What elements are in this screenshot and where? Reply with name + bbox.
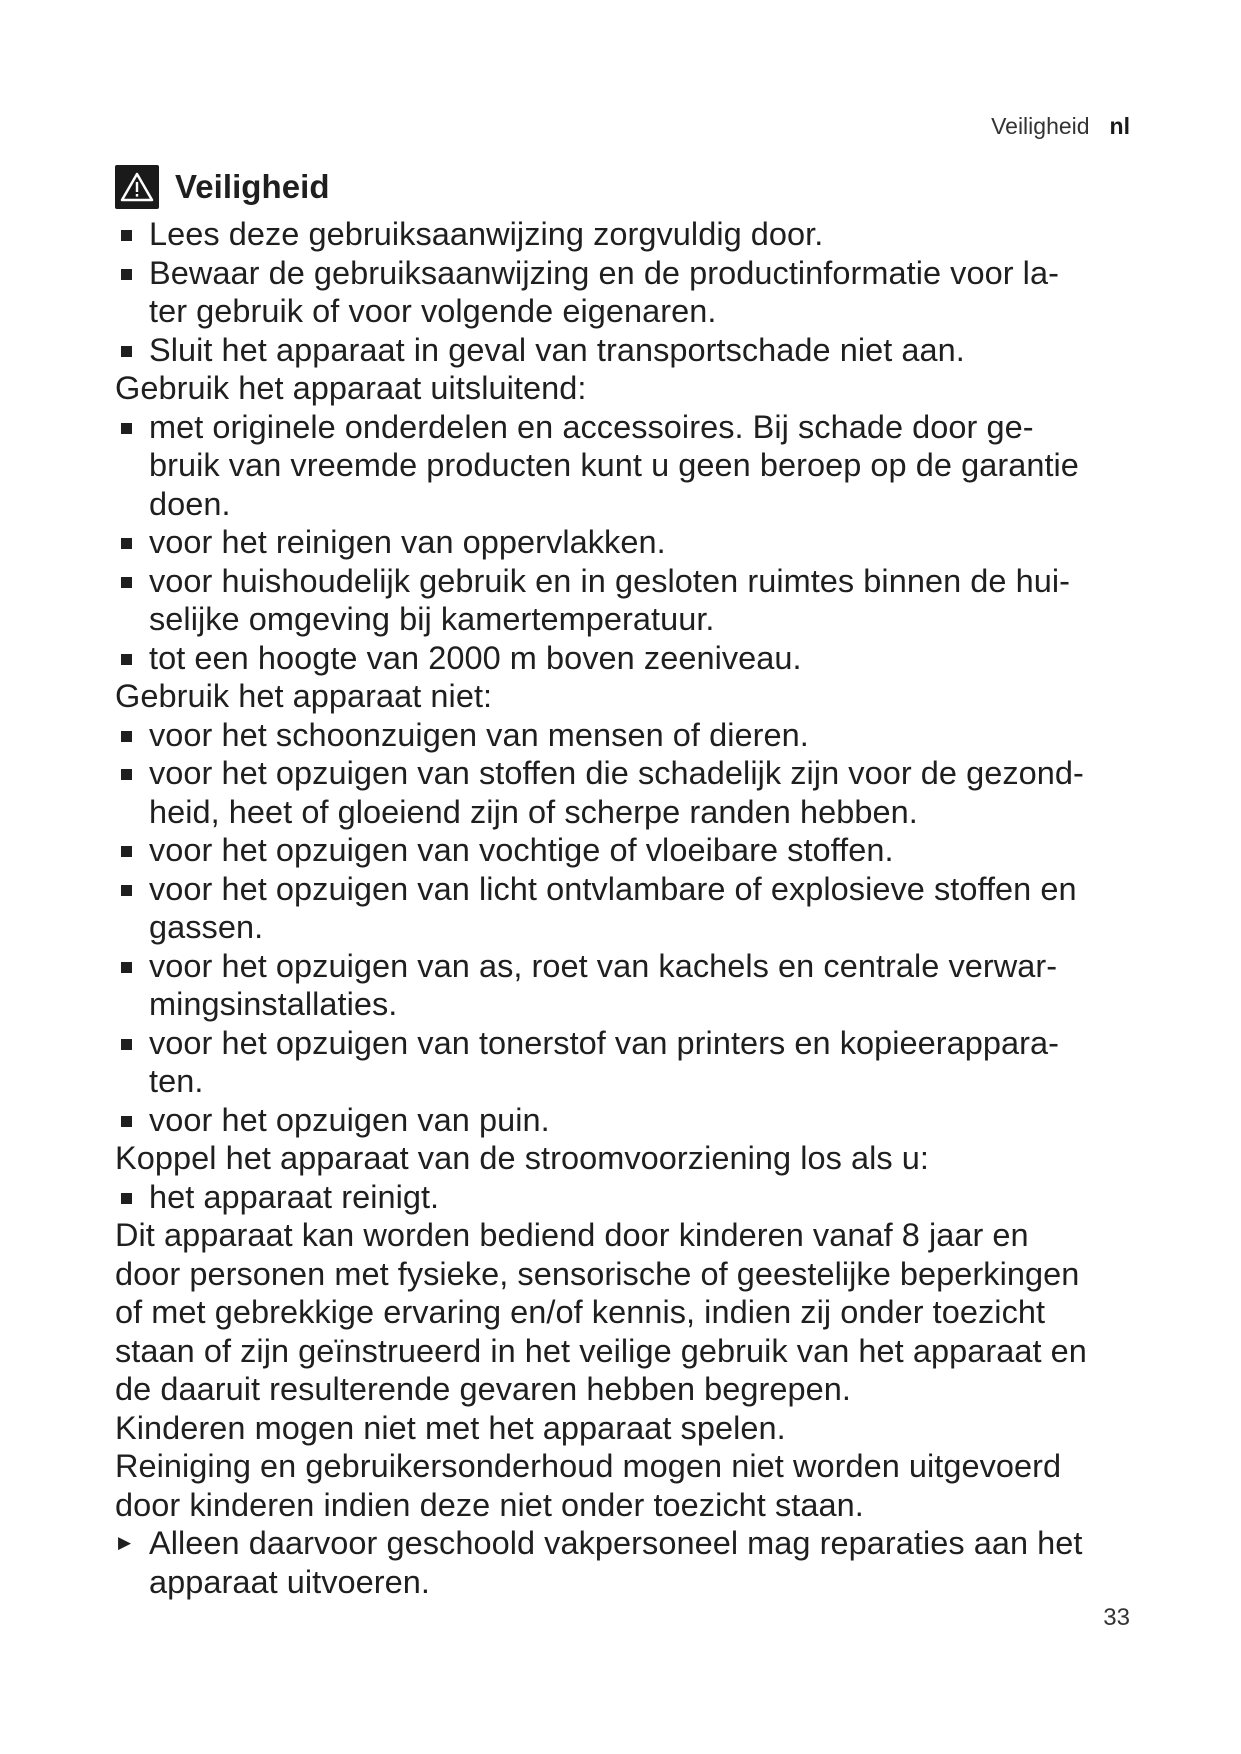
list-item-text: voor het opzuigen van tonerstof van printers en kopieerappara- ten. — [149, 1024, 1060, 1099]
list-item-text: met originele onderdelen en accessoires. Bij schade door ge- bruik van vreemde producten kunt u geen beroep op de garantie doen. — [149, 408, 1079, 522]
list-item-text: voor het opzuigen van vochtige of vloeibare stoffen. — [149, 832, 894, 868]
repair-instruction-text: Alleen daarvoor geschoold vakpersoneel mag reparaties aan het apparaat uitvoeren. — [149, 1525, 1083, 1600]
bullet-square-icon — [121, 846, 132, 857]
bullet-square-icon — [121, 230, 132, 241]
list-item — [115, 947, 1155, 1024]
intended-use-list — [115, 408, 1155, 678]
bullet-square-icon — [121, 885, 132, 896]
intended-use-intro: Gebruik het apparaat uitsluitend: — [115, 370, 587, 406]
page-number: 33 — [1103, 1604, 1130, 1631]
bullet-square-icon — [121, 346, 132, 357]
list-item-text: voor het opzuigen van licht ontvlambare of explosieve stoffen en gassen. — [149, 870, 1077, 945]
list-item — [115, 754, 1155, 831]
list-item — [115, 408, 1155, 524]
children-play-paragraph: Kinderen mogen niet met het apparaat spelen. — [115, 1409, 786, 1446]
cleaning-paragraph: Reiniging en gebruikersonderhoud mogen niet worden uitgevoerd door kinderen indien deze niet onder toezicht staan. — [115, 1448, 1062, 1523]
list-item-text: voor het opzuigen van puin. — [149, 1101, 550, 1138]
list-item — [115, 562, 1155, 639]
bullet-square-icon — [121, 538, 132, 549]
list-item — [115, 331, 1155, 370]
list-item — [115, 1101, 1155, 1140]
warning-triangle-icon — [115, 165, 159, 209]
list-item-text: voor huishoudelijk gebruik en in gesloten ruimtes binnen de hui- selijke omgeving bij kamertemperatuur. — [149, 562, 1070, 637]
list-item-text: het apparaat reinigt. — [149, 1178, 440, 1215]
section-heading — [115, 165, 1155, 209]
bullet-square-icon — [121, 269, 132, 280]
header-language: nl — [1109, 113, 1130, 139]
section-title: Veiligheid — [175, 167, 330, 205]
bullet-square-icon — [121, 962, 132, 973]
list-item-text: Lees deze gebruiksaanwijzing zorgvuldig door. — [149, 216, 824, 252]
header-section: Veiligheid — [991, 113, 1090, 139]
list-item — [115, 523, 1155, 562]
running-header — [991, 113, 1130, 140]
disconnect-intro: Koppel het apparaat van de stroomvoorziening los als u: — [115, 1140, 929, 1176]
list-item-text: voor het opzuigen van as, roet van kachels en centrale verwar- mingsinstallaties. — [149, 947, 1058, 1022]
list-item-text: Sluit het apparaat in geval van transportschade niet aan. — [149, 331, 965, 368]
bullet-square-icon — [121, 769, 132, 780]
bullet-square-icon — [121, 731, 132, 742]
disconnect-list — [115, 1178, 1155, 1217]
list-item-text: voor het reinigen van oppervlakken. — [149, 524, 666, 560]
list-item — [115, 639, 1155, 678]
bullet-square-icon — [121, 423, 132, 434]
list-item-text: voor het schoonzuigen van mensen of dieren. — [149, 716, 809, 753]
list-item-text: Bewaar de gebruiksaanwijzing en de productinformatie voor la- ter gebruik of voor volgende eigenaren. — [149, 254, 1059, 329]
bullet-square-icon — [121, 1116, 132, 1127]
prohibited-use-intro: Gebruik het apparaat niet: — [115, 678, 493, 714]
page-content — [115, 165, 1155, 1601]
prohibited-use-list — [115, 716, 1155, 1140]
children-usage-paragraph: Dit apparaat kan worden bediend door kinderen vanaf 8 jaar en door personen met fysieke, sensorische of geestelijke beperkingen of met gebrekkige ervaring en/of kennis, indien zij onder toezicht staan of zijn geïnstrueerd in het veilige gebruik van het apparaat en de daaruit resulterende gevaren hebben begrepen. — [115, 1217, 1087, 1407]
bullet-square-icon — [121, 654, 132, 665]
arrow-right-icon: ▶ — [118, 1533, 132, 1552]
general-instructions-list — [115, 215, 1155, 369]
bullet-square-icon — [121, 577, 132, 588]
bullet-square-icon — [121, 1039, 132, 1050]
list-item — [115, 1178, 1155, 1217]
list-item-text: tot een hoogte van 2000 m boven zeeniveau. — [149, 639, 802, 676]
list-item — [115, 716, 1155, 755]
list-item — [115, 870, 1155, 947]
repair-instruction — [115, 1524, 1155, 1601]
list-item-text: voor het opzuigen van stoffen die schadelijk zijn voor de gezond- heid, heet of gloeiend zijn of scherpe randen hebben. — [149, 755, 1084, 830]
list-item — [115, 254, 1155, 331]
list-item — [115, 215, 1155, 254]
list-item — [115, 1024, 1155, 1101]
bullet-square-icon — [121, 1193, 132, 1204]
list-item — [115, 831, 1155, 870]
